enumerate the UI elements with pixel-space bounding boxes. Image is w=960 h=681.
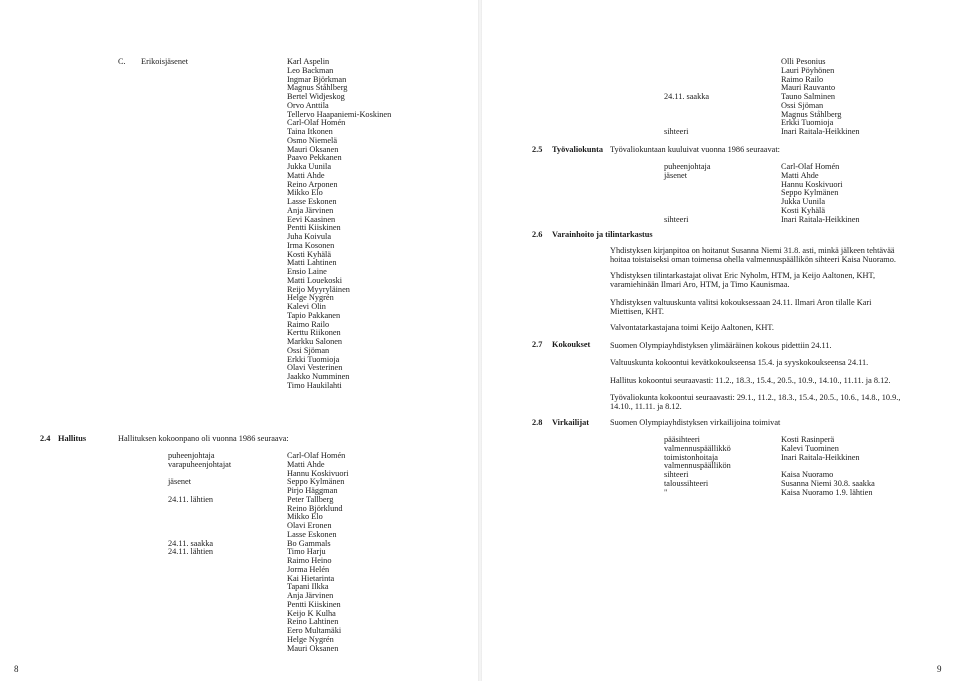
member-name: Helge Nygrén — [287, 293, 334, 303]
role-label: toimistonhoitaja — [664, 452, 718, 462]
kokoukset-paragraph-4: Työvaliokunta kokoontui seuraavasti: 29.1., 11.2., 18.3., 15.4., 20.5., 10.6., 14.8., 10.9., 14.10., 11.11. ja 8.12. — [610, 393, 901, 411]
member-name: Ingmar Björkman — [287, 74, 347, 84]
member-name: Irma Kosonen — [287, 240, 335, 250]
role-label — [664, 67, 709, 76]
hallitus-names — [287, 452, 349, 653]
member-name: Kerttu Riikonen — [287, 328, 341, 338]
role-label: 24.11. saakka — [664, 92, 710, 101]
member-name: Tapio Pakkanen — [287, 310, 341, 320]
member-name: Raimo Heino — [287, 556, 332, 565]
member-name: Susanna Niemi 30.8. saakka — [781, 478, 875, 488]
member-name: Tapani Ilkka — [287, 582, 329, 592]
role-label — [168, 522, 231, 531]
member-name: Magnus Ståhlberg — [287, 83, 348, 93]
section-number-2-6: 2.6 — [532, 230, 543, 239]
role-label — [664, 189, 711, 198]
member-name: Carl-Olaf Homén — [287, 451, 346, 460]
member-name: Jaakko Numminen — [287, 372, 350, 381]
member-name: Keijo K Kulha — [287, 608, 336, 618]
role-label — [168, 505, 231, 514]
virkailijat-roles — [664, 436, 731, 497]
member-name: Anja Järvinen — [287, 205, 334, 215]
member-name: Reijo Myyryläinen — [287, 284, 350, 294]
member-name: Carl-Olaf Homén — [781, 162, 840, 171]
member-name: Karl Aspelin — [287, 57, 330, 66]
member-name: Eevi Kaasinen — [287, 214, 336, 224]
member-name: Olavi Eronen — [287, 521, 332, 530]
member-name: Markku Salonen — [287, 337, 343, 346]
member-name: Kaisa Nuoramo — [781, 470, 834, 479]
tyovaliokunta-roles — [664, 163, 711, 224]
section-number-2-5: 2.5 — [532, 145, 543, 154]
role-label — [664, 198, 711, 207]
member-name: Pentti Kiiskinen — [287, 223, 341, 233]
member-name: Magnus Ståhlberg — [781, 109, 842, 119]
member-name: Kaisa Nuoramo 1.9. lähtien — [781, 487, 873, 497]
role-label: 24.11. lähtien — [168, 547, 214, 557]
role-label: sihteeri — [664, 127, 689, 136]
member-name: Olli Pesonius — [781, 57, 826, 66]
member-name: Jukka Uunila — [781, 197, 826, 206]
member-name: Matti Ahde — [781, 170, 819, 180]
member-name: Juha Koivula — [287, 232, 332, 241]
role-label — [664, 76, 709, 85]
member-name: Inari Raitala-Heikkinen — [781, 452, 860, 462]
member-name: Peter Tallberg — [287, 494, 334, 504]
member-name: Paavo Pekkanen — [287, 153, 342, 163]
member-name: Matti Lahtinen — [287, 258, 337, 268]
member-name: Reino Arponen — [287, 179, 338, 189]
member-name: Raimo Railo — [287, 319, 330, 329]
member-name: Eero Multamäki — [287, 626, 342, 635]
erikoisjasenet-label: Erikoisjäsenet — [141, 57, 189, 66]
tyovaliokunta-intro: Työvaliokuntaan kuuluivat vuonna 1986 seuraavat: — [610, 145, 780, 154]
role-label: taloussihteeri — [664, 478, 709, 488]
member-name: Hannu Koskivuori — [287, 468, 349, 478]
section-title-tyovaliokunta: Työvaliokunta — [552, 145, 604, 154]
member-name: Taina Itkonen — [287, 127, 333, 136]
tyovaliokunta-names — [781, 163, 860, 224]
role-label — [664, 58, 709, 67]
section-title-varainhoito: Varainhoito ja tilintarkastus — [552, 230, 653, 239]
role-label: pääsihteeri — [664, 435, 700, 444]
member-name: Erkki Tuomioja — [287, 354, 340, 364]
member-name: Tauno Salminen — [781, 92, 836, 101]
member-name: Reino Björklund — [287, 503, 343, 513]
member-name: Reino Lahtinen — [287, 617, 339, 627]
varainhoito-paragraph-1: Yhdistyksen kirjanpitoa on hoitanut Susanna Niemi 31.8. asti, minkä jälkeen tehtävää hoitaa toistaiseksi oman toimensa ohella valmennuspäällikön sihteeri Kaisa Nuoramo. — [610, 246, 896, 264]
member-name: Bo Gammals — [287, 538, 331, 548]
varainhoito-paragraph-3: Yhdistyksen valtuuskunta valitsi kokouksessaan 24.11. Ilmari Aron tilalle Kari Miettisen, KHT. — [610, 298, 872, 316]
member-name: Osmo Niemelä — [287, 135, 338, 145]
role-label: valmennuspäällikön — [664, 461, 731, 471]
member-name: Kosti Kyhälä — [781, 205, 826, 215]
member-name: Carl-Olaf Homén — [287, 118, 346, 128]
member-name: Lasse Eskonen — [287, 197, 337, 206]
role-label — [664, 111, 709, 120]
right-page — [480, 0, 960, 681]
member-name: Mauri Rauvanto — [781, 83, 836, 93]
member-name: Ossi Sjöman — [287, 345, 330, 355]
kokoukset-paragraph-1: Suomen Olympiayhdistyksen ylimääräinen kokous pidettiin 24.11. — [610, 341, 832, 350]
section-title-hallitus: Hallitus — [58, 434, 87, 443]
member-name: Timo Harju — [287, 547, 326, 557]
section-title-kokoukset: Kokoukset — [552, 340, 591, 349]
role-label: varapuheenjohtajat — [168, 459, 232, 469]
section-c-marker: C. — [118, 57, 126, 66]
hallitus-continued-names — [781, 58, 860, 137]
member-name: Matti Ahde — [287, 459, 325, 469]
virkailijat-names — [781, 436, 875, 497]
role-label: jäsenet — [664, 170, 688, 180]
role-label: puheenjohtaja — [168, 451, 215, 460]
member-name: Matti Ahde — [287, 170, 325, 180]
member-name: Kosti Rasinperä — [781, 435, 835, 444]
hallitus-roles — [168, 452, 231, 557]
member-name: Kai Hietarinta — [287, 573, 335, 583]
section-number-2-4: 2.4 — [40, 434, 51, 443]
section-number-2-8: 2.8 — [532, 418, 543, 427]
member-name: Ensio Laine — [287, 267, 327, 276]
member-name: Mikko Elo — [287, 512, 323, 522]
role-label: 24.11. saakka — [168, 538, 214, 548]
member-name: Erkki Tuomioja — [781, 118, 834, 128]
virkailijat-intro: Suomen Olympiayhdistyksen virkailijoina toimivat — [610, 418, 781, 427]
page-number-left: 8 — [14, 664, 19, 674]
section-title-virkailijat: Virkailijat — [552, 418, 590, 427]
hallitus-intro: Hallituksen kokoonpano oli vuonna 1986 seuraava: — [118, 434, 289, 443]
member-name: Bertel Widjeskog — [287, 92, 345, 101]
member-name: Helge Nygrén — [287, 634, 334, 644]
role-label: sihteeri — [664, 214, 689, 224]
varainhoito-paragraph-4: Valvontatarkastajana toimi Keijo Aaltonen, KHT. — [610, 323, 774, 332]
member-name: Orvo Anttila — [287, 100, 329, 110]
hallitus-continued-roles — [664, 58, 709, 137]
member-name: Kalevi Tuominen — [781, 443, 839, 453]
varainhoito-paragraph-2: Yhdistyksen tilintarkastajat olivat Eric Nyholm, HTM, ja Keijo Aaltonen, KHT, varamiehinään Ilmari Aro, HTM, ja Timo Kaunismaa. — [610, 271, 876, 289]
role-label: puheenjohtaja — [664, 162, 711, 171]
role-label: valmennuspäällikkö — [664, 443, 731, 453]
section-number-2-7: 2.7 — [532, 340, 543, 349]
member-name: Lauri Pöyhönen — [781, 65, 835, 75]
member-name: Mauri Oksanen — [287, 144, 339, 154]
role-label — [168, 513, 231, 522]
kokoukset-paragraph-2: Valtuuskunta kokoontui kevätkokoukseensa 15.4. ja syyskokoukseensa 24.11. — [610, 358, 869, 367]
member-name: Kosti Kyhälä — [287, 249, 332, 259]
page-number-right: 9 — [937, 664, 942, 674]
role-label: 24.11. lähtien — [168, 494, 214, 504]
member-name: Tellervo Haapaniemi-Koskinen — [287, 109, 392, 119]
member-name: Leo Backman — [287, 65, 334, 75]
member-name: Timo Haukilahti — [287, 380, 342, 390]
member-name: Lasse Eskonen — [287, 529, 337, 539]
member-name: Hannu Koskivuori — [781, 179, 843, 189]
member-name: Kalevi Olin — [287, 302, 326, 311]
member-name: Seppo Kylmänen — [287, 477, 345, 487]
member-name: Mauri Oksanen — [287, 643, 339, 653]
kokoukset-paragraph-3: Hallitus kokoontui seuraavasti: 11.2., 18.3., 15.4., 20.5., 10.9., 14.10., 11.11. ja 8.12. — [610, 376, 891, 385]
member-name: Olavi Vesterinen — [287, 363, 343, 373]
member-name: Anja Järvinen — [287, 591, 334, 600]
role-label — [664, 181, 711, 190]
member-name: Raimo Railo — [781, 74, 824, 84]
member-name: Mikko Elo — [287, 188, 323, 198]
member-name: Inari Raitala-Heikkinen — [781, 214, 860, 224]
erikoisjasenet-list — [287, 58, 391, 391]
role-label: " — [664, 487, 668, 497]
member-name: Jukka Uunila — [287, 162, 332, 171]
member-name: Jorma Helén — [287, 564, 330, 574]
member-name: Inari Raitala-Heikkinen — [781, 127, 860, 136]
role-label: jäsenet — [168, 477, 192, 487]
member-name: Matti Louekoski — [287, 275, 343, 285]
member-name: Ossi Sjöman — [781, 100, 824, 110]
role-label: sihteeri — [664, 470, 689, 479]
role-label — [664, 102, 709, 111]
member-name: Pentti Kiiskinen — [287, 599, 341, 609]
member-name: Seppo Kylmänen — [781, 188, 839, 198]
member-name: Pirjo Häggman — [287, 486, 338, 495]
